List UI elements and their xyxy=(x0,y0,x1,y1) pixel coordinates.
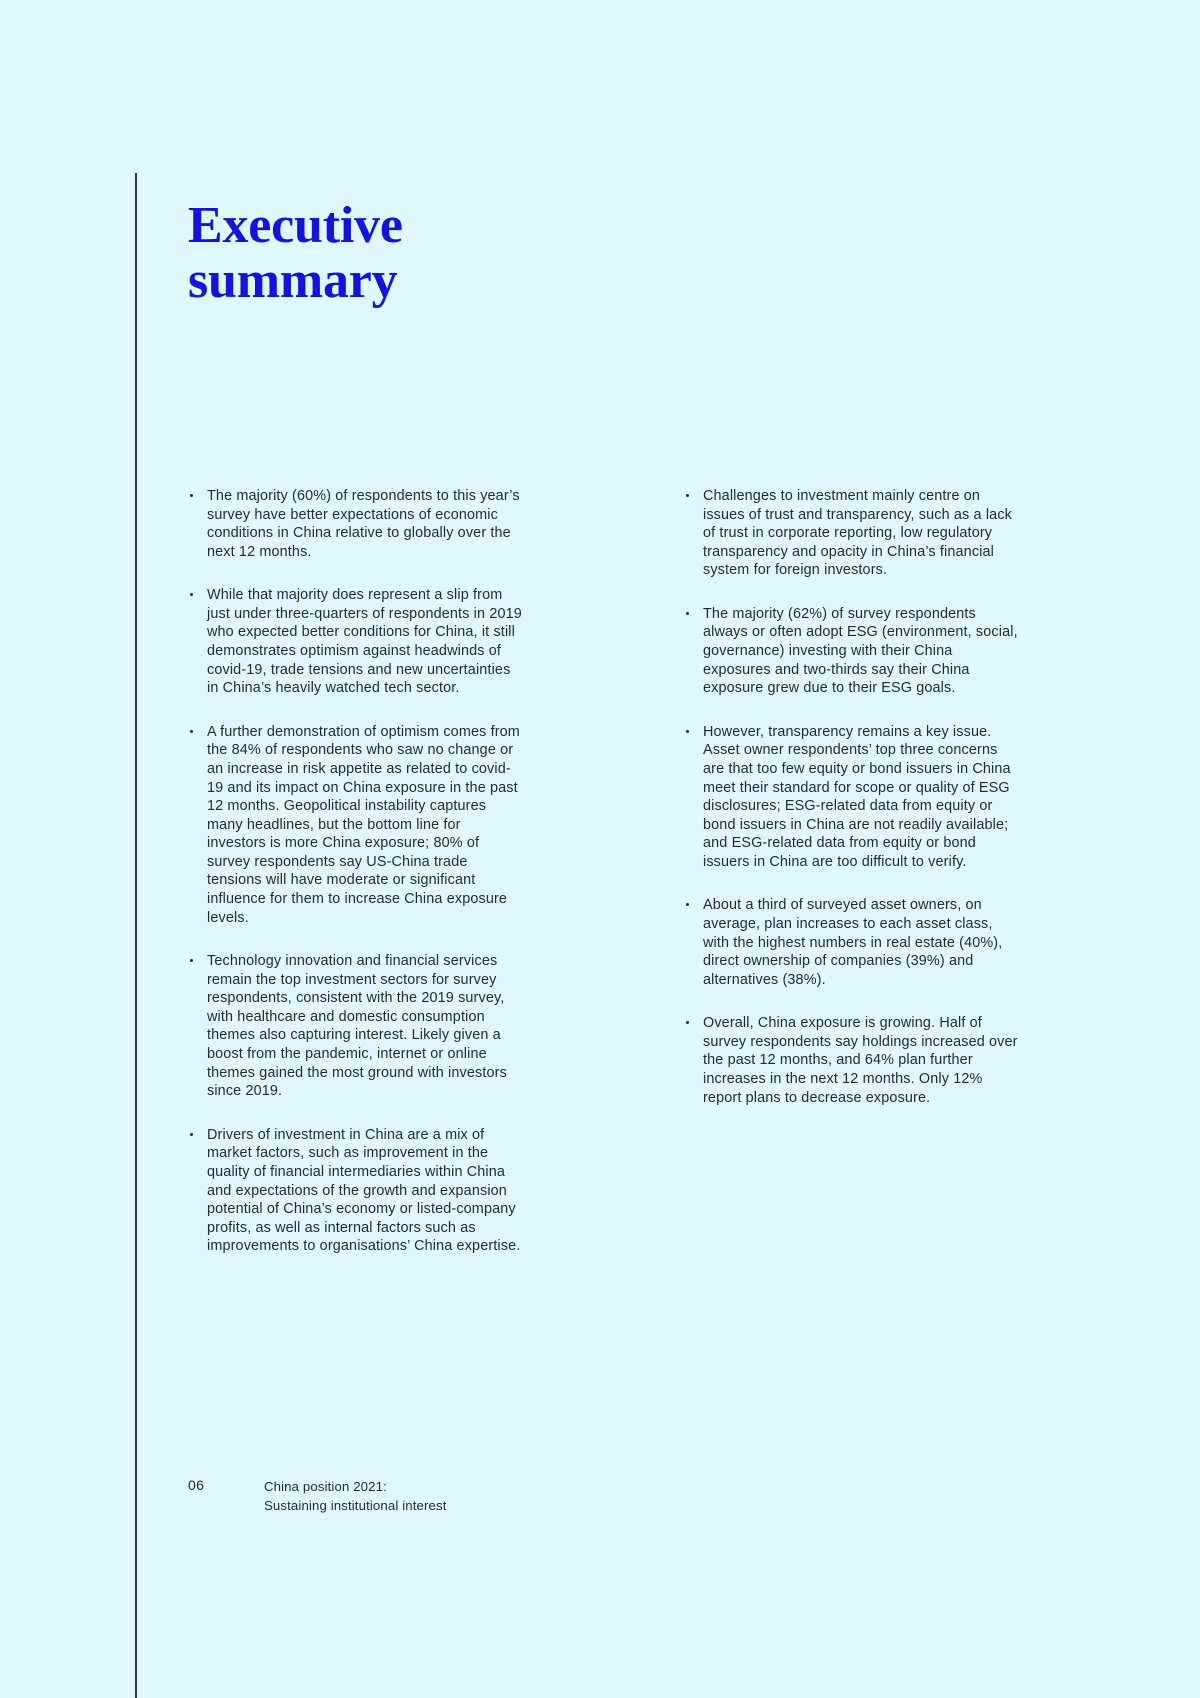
left-vertical-rule xyxy=(135,173,137,1698)
list-item-text: While that majority does represent a slip from just under three-quarters of respondents in 2019 who expected better conditions for China, it still demonstrates optimism against headwinds of covid-19, trade tensions and new uncertainties in China’s heavily watched tech sector. xyxy=(207,587,522,697)
page-title xyxy=(188,198,708,309)
bullet-dot-icon xyxy=(686,903,689,906)
footer-note-line-1: China position 2021: xyxy=(264,1479,387,1494)
page-title-line-1: Executive xyxy=(188,196,403,254)
list-item xyxy=(188,952,522,1101)
bullet-dot-icon xyxy=(190,730,193,733)
page-title-line-2: summary xyxy=(188,252,398,310)
list-item xyxy=(684,605,1018,698)
bullet-dot-icon xyxy=(686,494,689,497)
list-item xyxy=(188,487,522,561)
list-item xyxy=(188,1126,522,1256)
list-item-text: Challenges to investment mainly centre on issues of trust and transparency, such as a lack of trust in corporate reporting, low regulatory transparency and opacity in China’s financial system for foreign investors. xyxy=(703,488,1012,579)
left-column xyxy=(188,487,522,1256)
list-item-text: The majority (60%) of respondents to this year’s survey have better expectations of economic conditions in China relative to globally over the next 12 months. xyxy=(207,488,520,560)
list-item-text: However, transparency remains a key issue. Asset owner respondents’ top three concerns are that too few equity or bond issuers in China meet their standard for scope or quality of ESG disclosures; ESG-related data from equity or bond issuers in China are not readily available; and ESG-related data from equity or bond issuers in China are too difficult to verify. xyxy=(703,723,1011,870)
list-item-text: Overall, China exposure is growing. Half of survey respondents say holdings increased over the past 12 months, and 64% plan further increases in the next 12 months. Only 12% report plans to decrease exposure. xyxy=(703,1015,1018,1106)
bullet-dot-icon xyxy=(686,612,689,615)
bullet-dot-icon xyxy=(686,1021,689,1024)
list-item xyxy=(684,487,1018,580)
list-item xyxy=(188,723,522,927)
bullet-dot-icon xyxy=(190,959,193,962)
right-bullet-list xyxy=(684,487,1018,1107)
bullet-dot-icon xyxy=(686,730,689,733)
list-item-text: The majority (62%) of survey respondents always or often adopt ESG (environment, social, governance) investing with their China exposures and two-thirds say their China exposure grew due to their ESG goals. xyxy=(703,605,1018,697)
page-number: 06 xyxy=(188,1477,205,1493)
list-item-text: About a third of surveyed asset owners, on average, plan increases to each asset class, with the highest numbers in real estate (40%), direct ownership of companies (39%) and alternatives (38%). xyxy=(703,897,1003,988)
bullet-dot-icon xyxy=(190,1133,193,1136)
left-bullet-list xyxy=(188,487,522,1256)
footer-note-line-2: Sustaining institutional interest xyxy=(264,1498,447,1514)
list-item-text: Technology innovation and financial services remain the top investment sectors for survey respondents, consistent with the 2019 survey, with healthcare and domestic consumption themes also capturing interest. Likely given a boost from the pandemic, internet or online themes gained the most ground with investors since 2019. xyxy=(207,953,507,1100)
body-columns xyxy=(188,487,1018,1256)
page-footer xyxy=(188,1477,447,1515)
bullet-dot-icon xyxy=(190,593,193,596)
list-item xyxy=(684,723,1018,872)
footer-note xyxy=(264,1477,447,1515)
list-item-text: Drivers of investment in China are a mix of market factors, such as improvement in the quality of financial intermediaries within China and expectations of the growth and expansion potential of China’s economy or listed-company profits, as well as internal factors such as improvements to organisations’ China expertise. xyxy=(207,1126,521,1255)
list-item-text: A further demonstration of optimism comes from the 84% of respondents who saw no change or an increase in risk appetite as related to covid-19 and its impact on China exposure in the past 12 months. Geopolitical instability captures many headlines, but the bottom line for investors is more China exposure; 80% of survey respondents say US-China trade tensions will have moderate or significant influence for them to increase China exposure levels. xyxy=(207,723,520,926)
list-item xyxy=(684,1014,1018,1107)
bullet-dot-icon xyxy=(190,494,193,497)
list-item xyxy=(684,896,1018,989)
right-column xyxy=(684,487,1018,1107)
list-item xyxy=(188,586,522,697)
